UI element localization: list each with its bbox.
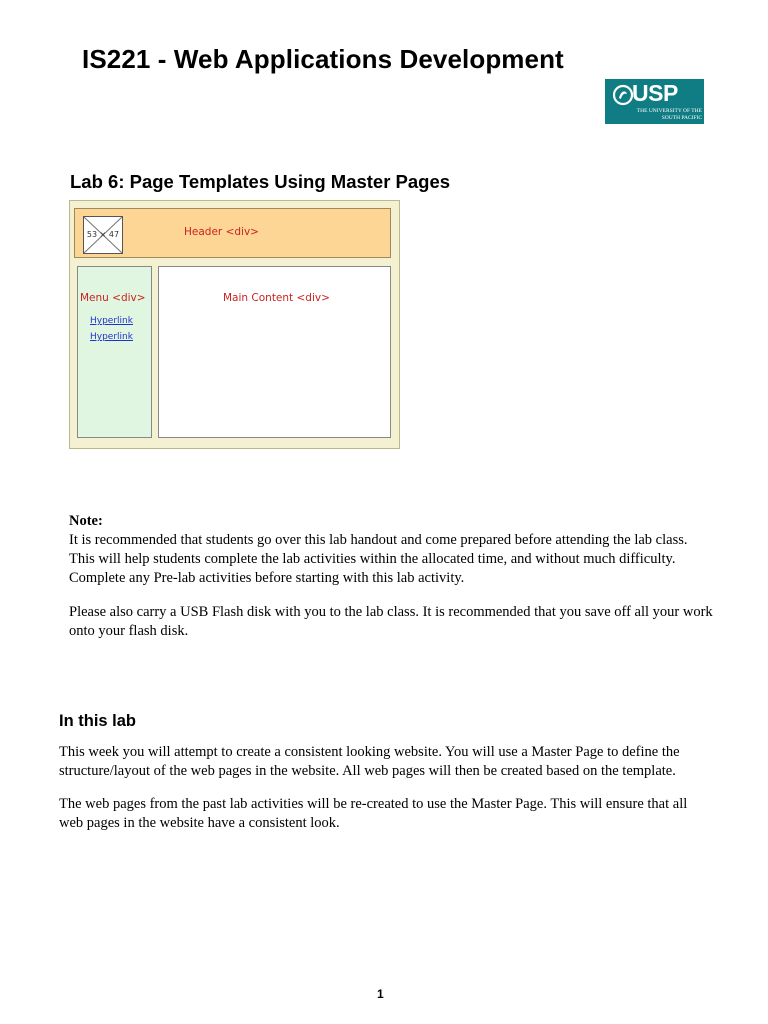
section-paragraph: This week you will attempt to create a consistent looking website. You will use a Master Page to define the structure/layout of the web pages in the website. All web pages will then be created based on the template. bbox=[59, 744, 680, 779]
logo-mark: USP bbox=[632, 80, 678, 106]
section-heading: In this lab bbox=[59, 712, 137, 730]
logo-subtitle: THE UNIVERSITY OF THE SOUTH PACIFIC bbox=[636, 108, 702, 121]
lab-title: Lab 6: Page Templates Using Master Pages bbox=[70, 171, 451, 192]
image-placeholder-icon bbox=[83, 216, 123, 254]
image-placeholder-size: 53 × 47 bbox=[86, 230, 120, 239]
diagram-menu-label: Menu <div> bbox=[80, 292, 146, 304]
usp-logo bbox=[605, 79, 704, 124]
diagram-menu-box bbox=[77, 266, 152, 438]
diagram-hyperlink[interactable]: Hyperlink bbox=[90, 316, 133, 326]
course-title: IS221 - Web Applications Development bbox=[82, 44, 564, 74]
diagram-main-content-box bbox=[158, 266, 391, 438]
diagram-main-content-label: Main Content <div> bbox=[223, 292, 330, 304]
diagram-header-box bbox=[74, 208, 391, 258]
diagram-hyperlink[interactable]: Hyperlink bbox=[90, 332, 133, 342]
note-paragraph: It is recommended that students go over this lab handout and come prepared before attending the lab class. This will help students complete the lab activities within the allocated time, and without much difficulty. Complete any Pre-lab activities before starting with this lab activity. bbox=[69, 532, 688, 586]
diagram-header-label: Header <div> bbox=[184, 226, 259, 238]
note-heading: Note: bbox=[69, 513, 103, 529]
page-number: 1 bbox=[377, 987, 384, 1001]
layout-diagram bbox=[69, 200, 400, 449]
note-paragraph: Please also carry a USB Flash disk with you to the lab class. It is recommended that you save off all your work onto your flash disk. bbox=[69, 604, 713, 639]
section-paragraph: The web pages from the past lab activities will be re-created to use the Master Page. This will ensure that all web pages in the website have a consistent look. bbox=[59, 796, 688, 831]
university-emblem-icon bbox=[613, 84, 633, 106]
